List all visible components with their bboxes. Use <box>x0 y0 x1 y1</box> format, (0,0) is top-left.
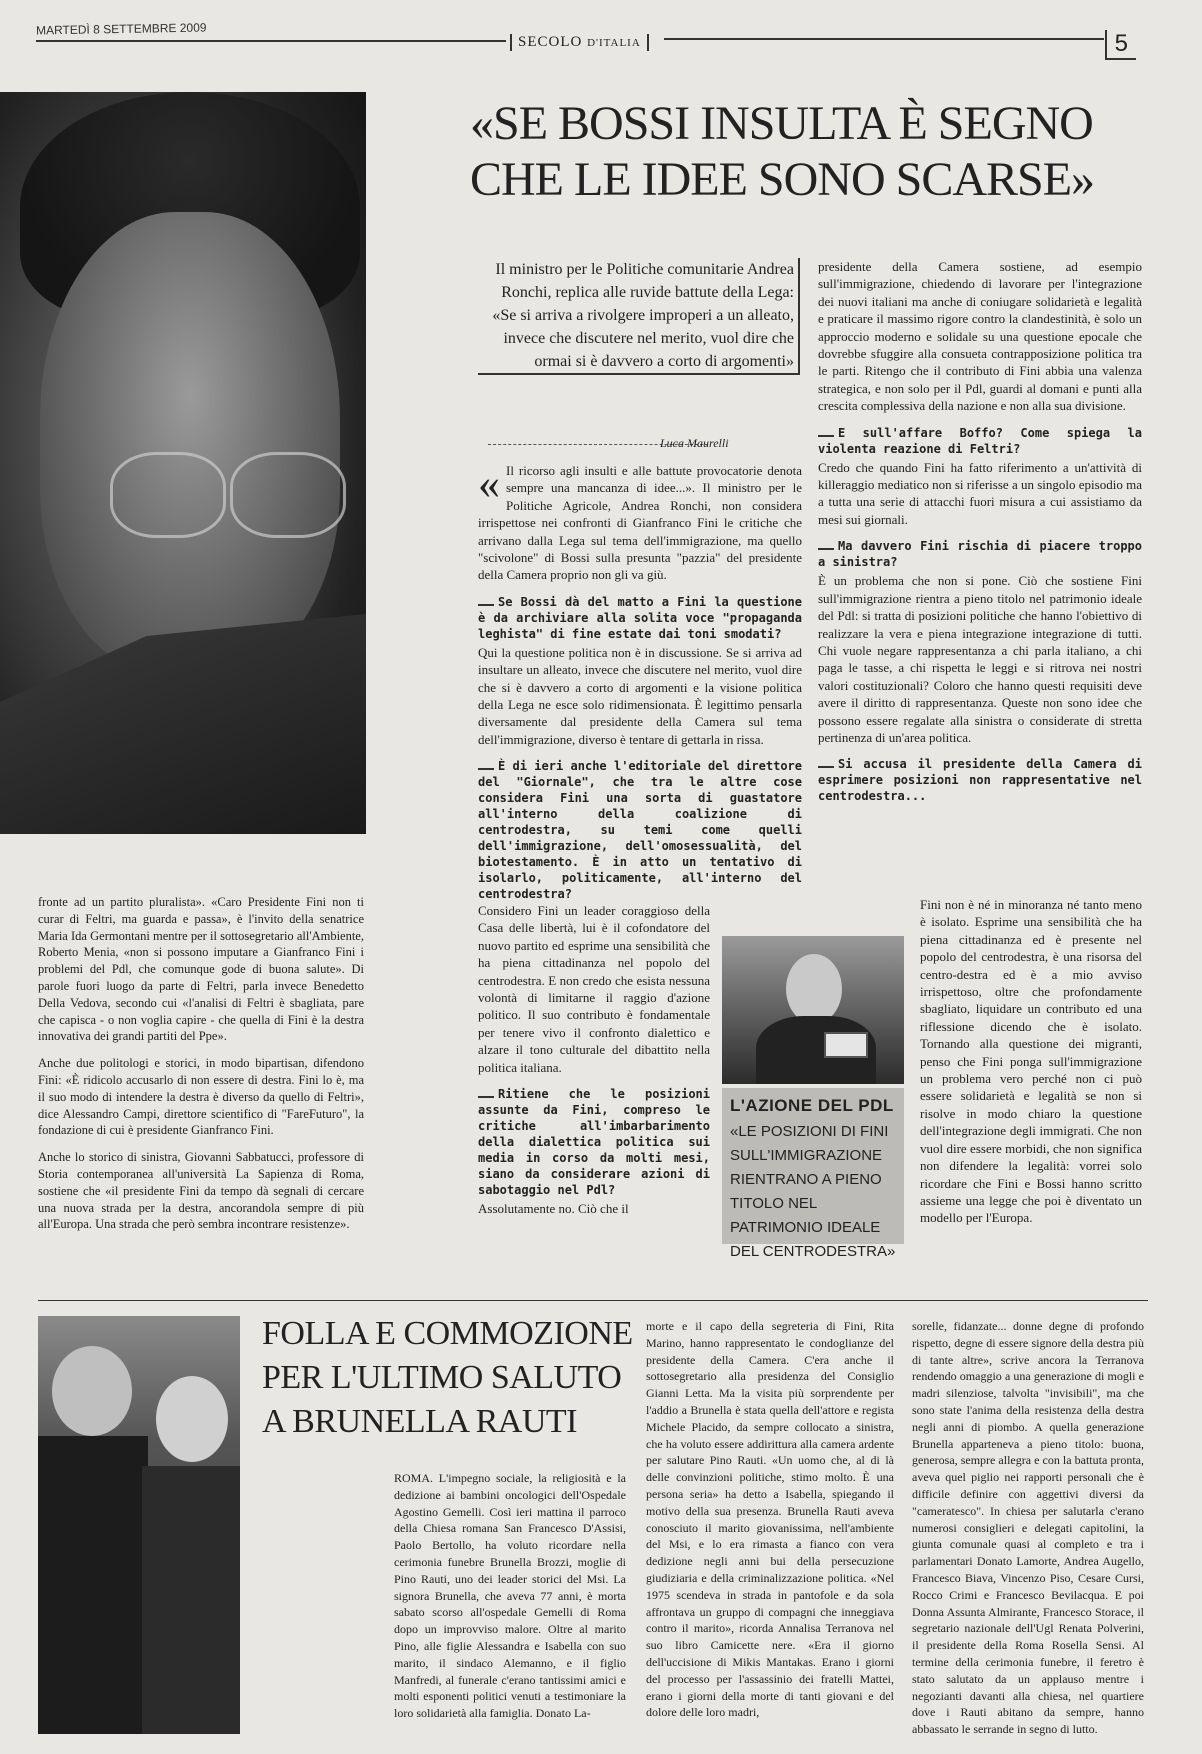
article-column-center <box>478 459 802 904</box>
portrait-coat <box>0 614 366 834</box>
question-marker <box>818 758 834 768</box>
inset-photo <box>722 936 904 1084</box>
question-4-text: E sull'affare Boffo? Come spiega la violenta reazione di Feltri? <box>818 425 1142 456</box>
sidebar-column-left <box>38 894 364 1243</box>
header-rule-left <box>36 40 506 42</box>
question-1 <box>478 594 802 642</box>
paper-name-suffix: D'ITALIA <box>587 37 641 49</box>
page-number: 5 <box>1105 30 1136 60</box>
microphone-icon <box>824 1032 868 1058</box>
question-marker <box>478 596 494 606</box>
answer-4: Credo che quando Fini ha fatto riferimento a un'attività di killeraggio mediatico non si riferisse a un singolo episodio ma a tutta una serie di attacchi fuori misura a cui assistiamo da mesi sui giornali. <box>818 459 1142 527</box>
question-marker <box>818 540 834 550</box>
question-marker <box>478 1088 494 1098</box>
funeral-photo <box>38 1316 240 1734</box>
question-2 <box>478 758 802 902</box>
portrait-glasses-right <box>230 452 346 538</box>
question-5-text: Ma davvero Fini rischia di piacere troppo a sinistra? <box>818 539 1142 570</box>
answer-5: È un problema che non si pone. Ciò che sostiene Fini sull'immigrazione rientra a pieno titolo nel patrimonio ideale del Pdl: si tratta di posizioni politiche che hanno l'obiettivo di realizzare la vera e piena integrazione integrazione di tutti. Chi vuole negare rappresentanza a chi parla italiano, a chi paga le tasse, a chi rispetta le leggi e si ritrova nei nostri valori costituzionali? Coloro che hanno questi requisiti deve avere il diritto di rappresentanza. Queste non sono idee che possono essere regalate alla sinistra o considerate di stretta pertinenza di un'area politica. <box>818 573 1142 745</box>
sidebar-paragraph-2: Anche due politologi e storici, in modo bipartisan, difendono Fini: «È ridicolo accusarlo di non essere di destra. Fini lo è, ma il suo modo di intendere la destra è diverso da quello di Feltri», dice Alessandro Campi, direttore scientifico di "FareFuturo", la fondazione di cui è presidente Gianfranco Fini. <box>38 1056 364 1138</box>
article2-headline-line-3: A BRUNELLA RAUTI <box>262 1403 577 1440</box>
paper-name: SECOLO <box>518 34 583 50</box>
question-5 <box>818 538 1142 570</box>
headline-line-2: CHE LE IDEE SONO SCARSE» <box>470 153 1095 206</box>
funeral-face-1 <box>52 1346 132 1436</box>
paper-masthead <box>510 34 649 51</box>
question-2-text: È di ieri anche l'editoriale del direttore del "Giornale", che tra le altre cose considera Fini una sorta di guastatore all'interno della coalizione di centrodestra, su temi come quelli dell'immigrazione, dell'omosessualità, del biotestamento. È in atto un tentativo di isolarlo, politicamente, all'interno del centrodestra? <box>478 759 802 902</box>
answer-2: Considero Fini un leader coraggioso della Casa delle libertà, lui è il cofondatore del nuovo partito ed esprime una sensibilità che ha piena cittadinanza nel popolo del centrodestra. E non credo che esista nessuna volontà di limitarne il raggio d'azione politico. Il suo contributo è fondamentale per tenere vivo il confronto dialettico e alzare il tono culturale del dibattito nella politica italiana. <box>478 903 710 1075</box>
article-headline <box>470 96 1150 208</box>
question-3 <box>478 1086 710 1198</box>
funeral-figure-1 <box>38 1436 148 1734</box>
question-marker <box>478 760 494 770</box>
article2-column-1: ROMA. L'impegno sociale, la religiosità e la dedizione ai bambini oncologici dell'Ospedale Agostino Gemelli. Così ieri mattina il parroco della Chiesa romana San Francesco D'Assisi, Paolo Bertollo, ha voluto ricordare nella cerimonia funebre Brunella Brozzi, moglie di Pino Rauti, uno dei leader storici del Msi. La signora Brunella, che aveva 77 anni, è morta sabato scorso all'ospedale Gemelli di Roma dopo un improvviso malore. Oltre al marito Pino, alle figlie Alessandra e Isabella con suo marito, il sindaco Alemanno, e il figlio Manfredi, al funerale c'erano tantissimi amici e molti esponenti politici venuti a testimoniare la loro solidarietà alla famiglia. Donato La- <box>394 1471 626 1721</box>
question-6-text: Si accusa il presidente della Camera di esprimere posizioni non rappresentative nel centrodestra... <box>818 757 1142 804</box>
article2-headline-line-2: PER L'ULTIMO SALUTO <box>262 1359 622 1396</box>
article2-column-3: sorelle, fidanzate... donne degne di profondo rispetto, degne di essere signore della destra più di tante altre», scrive ancora la Terranova rendendo omaggio a una generazione di mogli e madri silenziose, talvolta "invisibili", ma che sono state l'anima della resistenza della destra negli anni di piombo. A quella generazione Brunella apparteneva a pieno titolo: buona, generosa, sempre allegra e con la battuta pronta, aveva quel piglio nei rapporti personali che è difficile definire con aggettivi diversi da "cameratesco". In chiesa per salutarla c'erano numerosi consiglieri e delegati capitolini, la giunta comunale quasi al completo e tra i parlamentari Donato Lamorte, Andrea Augello, Francesco Biava, Vincenzo Piso, Cesare Cursi, Rocco Crimi e Francesco Bevilacqua. E poi Donna Assunta Almirante, Francesco Storace, il segretario nazionale dell'Ugl Renata Polverini, il presidente della Roma Rosella Sensi. Al termine della cerimonia funebre, il feretro è stato salutato da un applauso mentre i negozianti davanti alla chiesa, nel quartiere dove i Rauti abitano da sempre, hanno abbassato le serrande in segno di lutto. <box>912 1319 1144 1737</box>
pull-quote-kicker: L'AZIONE DEL PDL <box>730 1096 894 1115</box>
answer-1: Qui la questione politica non è in discussione. Se si arriva ad insultare un alleato, invece che discutere nel merito, vuol dire che si è davvero a corto di argomenti e la visione politica della Lega ne esce solo ridimensionata. È legittimo pensarla diversamente dal presidente della Camera sul tema dell'immigrazione, diverso è tentare di gettarla in rissa. <box>478 644 802 747</box>
article-column-right <box>818 258 1142 806</box>
article2-headline-line-1: FOLLA E COMMOZIONE <box>262 1315 633 1352</box>
portrait-face <box>40 212 340 672</box>
answer-3: Assolutamente no. Ciò che il <box>478 1201 629 1217</box>
headline-line-1: «SE BOSSI INSULTA È SEGNO <box>470 97 1093 150</box>
question-3-text: Ritiene che le posizioni assunte da Fini, compreso le critiche all'imbarbarimento della dialettica politica sui media in corso da molti mesi, siano da considerare azioni di sabotaggio nel Pdl? <box>478 1087 710 1198</box>
section-divider <box>38 1300 1148 1301</box>
pull-quote-box <box>722 1088 904 1260</box>
sidebar-paragraph-1: fronte ad un partito pluralista». «Caro Presidente Fini non ti curar di Feltri, ma guarda e passa», è l'invito della senatrice Maria Ida Germontani mentre per il sottosegretario all'Ambiente, Roberto Menia, «non si possono imputare a Gianfranco Fini i problemi del Pdl, che comunque gode di buona salute». Di parole fuori luogo da parte di Feltri, parla invece Benedetto Della Vedova, secondo cui «l'analisi di Feltri è sbagliata, pare che capisca - o non voglia capire - che quella di Fini è la destra innovativa dei grandi partiti del Ppe». <box>38 895 364 1044</box>
answer-6: Fini non è né in minoranza né tanto meno è isolato. Esprime una sensibilità che ha piena cittadinanza ed è presente nel popolo del centrodestra, è una risorsa del centro-destra ed è a mio avviso irrispettoso, oltre che profondamente sbagliato, liquidare un contributo ed una riflessione dicendo che è isolato. Tornando alla questione dei migranti, penso che Fini ponga sull'immigrazione un problema vero perché non ci può essere solidarietà e legalità se non si risolve in modo chiaro la questione dell'integrazione degli immigrati. Che non vuol dire essere morbidi, che non significa non difendere la legalità: vorrei solo ricordare che Fini e Bossi hanno scritto assieme una legge che poi è diventato un modello per l'Europa. <box>920 897 1142 1226</box>
issue-date: MARTEDÌ 8 SETTEMBRE 2009 <box>35 20 207 38</box>
portrait-photo <box>0 92 366 834</box>
funeral-figure-2 <box>142 1466 240 1734</box>
question-4 <box>818 425 1142 457</box>
inset-photo-head <box>786 954 842 1024</box>
pull-quote-text: «LE POSIZIONI DI FINI SULL'IMMIGRAZIONE RIENTRANO A PIENO TITOLO NEL PATRIMONIO IDEALE DEL CENTRODESTRA» <box>730 1123 896 1260</box>
header-rule-right <box>664 38 1104 40</box>
article-deck: Il ministro per le Politiche comunitarie Andrea Ronchi, replica alle ruvide battute della Lega: «Se si arriva a rivolgere improperi a un alleato, invece che discutere nel merito, vuol dire che ormai si è davvero a corto di argomenti» <box>478 258 800 375</box>
portrait-glasses-left <box>110 452 226 538</box>
byline: Luca Maurelli <box>660 436 729 450</box>
article-column-right-lower <box>920 896 1142 1237</box>
intro-paragraph <box>478 459 802 584</box>
article2-headline <box>262 1312 642 1444</box>
intro-text: Il ricorso agli insulti e alle battute provocatorie denota sempre una mancanza di idee...». Il ministro per le Politiche Agricole, Andrea Ronchi, non considera irrispettose nei confronti di Gianfranco Fini le critiche che arrivano dalla Lega sul tema dell'immigrazione, ma quello "scivolone" di Bossi sulla presunta "pazzia" del presidente della Camera proprio non gli va giù. <box>478 463 802 583</box>
question-6 <box>818 756 1142 804</box>
dropcap-quote: « <box>478 459 500 508</box>
question-marker <box>818 427 834 437</box>
funeral-face-2 <box>156 1376 228 1462</box>
article-column-center-lower <box>478 902 710 1227</box>
column-3-text: presidente della Camera sostiene, ad esempio sull'immigrazione, chiedendo di lavorare per l'integrazione dei nuovi italiani ma anche di coniugare solidarietà e legalità e praticare il massimo rigore contro la clandestinità, è solo un approccio moderno e solidale su una questione epocale che dovrebbe sfuggire alla consueta contrapposizione politica tra le parti. Ritengo che il contributo di Fini abbia una valenza strategica, e non solo per il Pdl, guardi al domani e punti alla crescita complessiva della nazione e non alla sua divisione. <box>818 259 1142 414</box>
sidebar-paragraph-3: Anche lo storico di sinistra, Giovanni Sabbatucci, professore di Storia contemporanea all'università La Sapienza di Roma, sostiene che «il presidente Fini da tempo dà segnali di cercare una nuova strada per la destra, ancorandola sempre di più all'Europa. Una strada che però sembra incontrare resistenze». <box>38 1150 364 1232</box>
article2-column-2: morte e il capo della segreteria di Fini, Rita Marino, hanno rappresentato le condoglianze del presidente della Camera. C'era anche il sottosegretario alla presidenza del Consiglio Gianni Letta. Ma la visita più sorprendente per l'addio a Brunella è stata quella dell'attore e regista Michele Placido, da sempre collocato a sinistra, che ha voluto essere addirittura alla camera ardente per salutare Pino Rauti. «Un uomo che, al di là delle convinzioni politiche, stimo molto. È una persona seria» ha detto a Isabella, spiegando il motivo della sua presenza. Brunella Rauti aveva conosciuto il marito giovanissima, nell'ambiente del Msi, e lo era rimasta a fianco con vera dedizione negli anni bui della persecuzione giudiziaria e della criminalizzazione politica. «Nel 1975 scendeva in strada in pantofole e da sola affrontava un gruppo di compagni che inneggiava contro il marito», ricorda Annalisa Terranova nel suo libro Camicette nere. «Era il giorno dell'uccisione di Mikis Mantakas. Erano i giorni del processo per l'assassinio dei fratelli Mattei, erano i giorni della morte di tanti giovani e del dolore delle loro madri, <box>646 1319 894 1720</box>
question-1-text: Se Bossi dà del matto a Fini la questione è da archiviare alla solita voce "propaganda leghista" di fine estate dai toni smodati? <box>478 594 802 641</box>
